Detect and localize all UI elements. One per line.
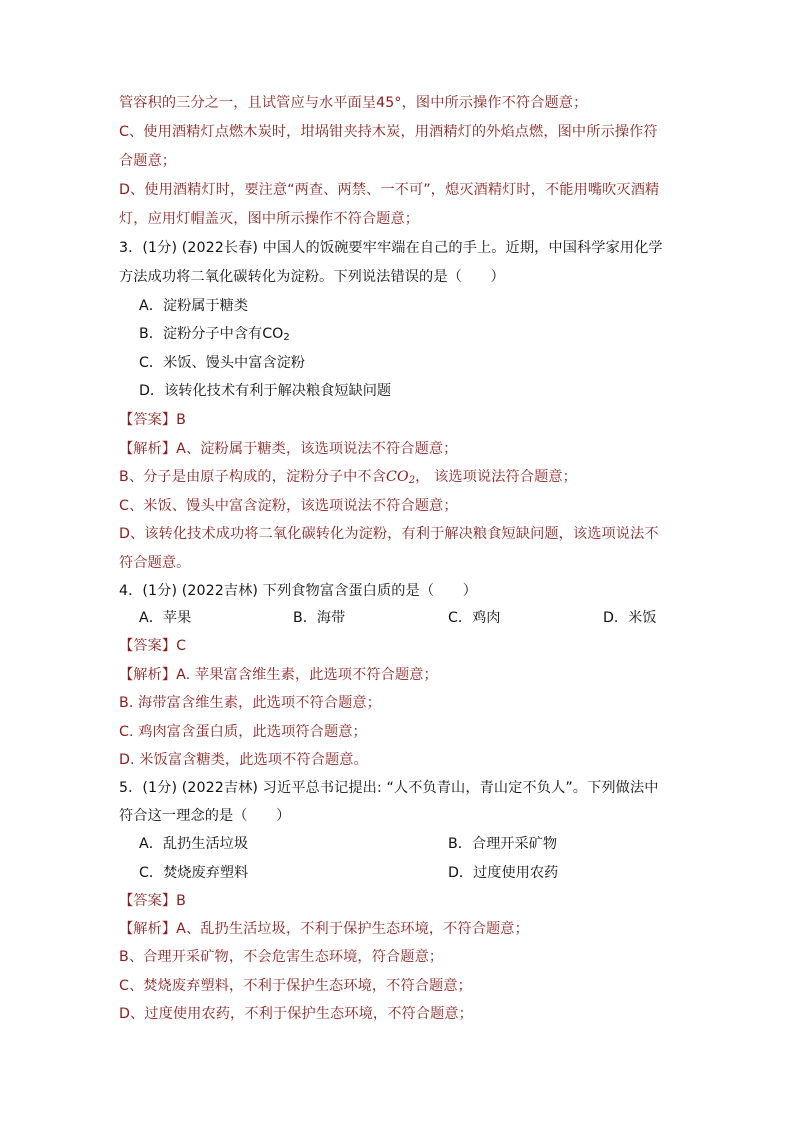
question-5-answer: 【答案】B: [119, 893, 186, 909]
question-3-analysis: C、米饭、馒头中富含淀粉，该选项说法不符合题意；: [119, 498, 458, 514]
question-4-option-b: B．海带: [293, 610, 346, 626]
question-4-option-d: D．米饭: [603, 610, 657, 626]
question-3-option-d: D．该转化技术有利于解决粮食短缺问题: [139, 383, 392, 399]
question-5-analysis: B、合理开采矿物，不会危害生态环境，符合题意；: [119, 949, 444, 965]
question-5-option-c: C．焚烧废弃塑料: [139, 865, 249, 881]
question-5-analysis: D、过度使用农药，不利于保护生态环境，不符合题意；: [119, 1006, 473, 1022]
question-3-answer: 【答案】B: [119, 412, 186, 428]
question-4-answer: 【答案】C: [119, 638, 187, 654]
question-5-analysis: 【解析】A、乱扔生活垃圾，不利于保护生态环境，不符合题意；: [119, 921, 529, 937]
question-3-option-a: A．淀粉属于糖类: [139, 298, 249, 314]
question-5-option-d: D．过度使用农药: [448, 865, 559, 881]
question-5-option-b: B．合理开采矿物: [448, 836, 558, 852]
question-4-analysis: B. 海带富含维生素，此选项不符合题意；: [119, 695, 381, 711]
question-3-stem: 方法成功将二氧化碳转化为淀粉。下列说法错误的是（ ）: [119, 269, 505, 285]
question-5-analysis: C、焚烧废弃塑料，不利于保护生态环境，不符合题意；: [119, 978, 472, 994]
question-4-stem: 4．(1分) (2022吉林) 下列食物富含蛋白质的是（ ）: [119, 583, 477, 599]
question-3-analysis: 符合题意。: [119, 555, 191, 571]
question-3-option-b: B．淀粉分子中含有$CO_2$: [139, 326, 290, 343]
question-3-analysis: 【解析】A、淀粉属于糖类，该选项说法不符合题意；: [119, 441, 458, 457]
analysis-line: 合题意；: [119, 153, 177, 169]
question-4-option-c: C．鸡肉: [448, 610, 501, 626]
question-4-option-a: A．苹果: [139, 610, 192, 626]
question-3-option-c: C．米饭、馒头中富含淀粉: [139, 355, 305, 371]
analysis-line: D、使用酒精灯时，要注意“两查、两禁、一不可”，熄灭酒精灯时，不能用嘴吹灭酒精: [119, 182, 660, 198]
question-5-option-a: A．乱扔生活垃圾: [139, 836, 249, 852]
question-5-stem: 5．(1分) (2022吉林) 习近平总书记提出: “人不负青山，青山定不负人”。下列做法中: [119, 780, 659, 796]
question-4-analysis: C. 鸡肉富含蛋白质，此选项符合题意；: [119, 724, 367, 740]
question-3-analysis: D、该转化技术成功将二氧化碳转化为淀粉，有利于解决粮食短缺问题，该选项说法不: [119, 526, 659, 542]
question-3-stem: 3．(1分) (2022长春) 中国人的饭碗要牢牢端在自己的手上。近期，中国科学家用化学: [119, 240, 663, 256]
analysis-line: 灯，应用灯帽盖灭，图中所示操作不符合题意；: [119, 211, 420, 227]
question-4-analysis: D. 米饭富含糖类，此选项不符合题意。: [119, 752, 368, 768]
analysis-line: 管容积的三分之一，且试管应与水平面呈45°，图中所示操作不符合题意；: [119, 95, 588, 111]
question-3-analysis: B、分子是由原子构成的，淀粉分子中不含$CO_2$， 该选项说法符合题意；: [119, 469, 577, 486]
question-5-stem: 符合这一理念的是（ ）: [119, 808, 291, 824]
question-4-analysis: 【解析】A. 苹果富含维生素，此选项不符合题意；: [119, 667, 438, 683]
analysis-line: C、使用酒精灯点燃木炭时，坩埚钳夹持木炭，用酒精灯的外焰点燃，图中所示操作符: [119, 124, 658, 140]
